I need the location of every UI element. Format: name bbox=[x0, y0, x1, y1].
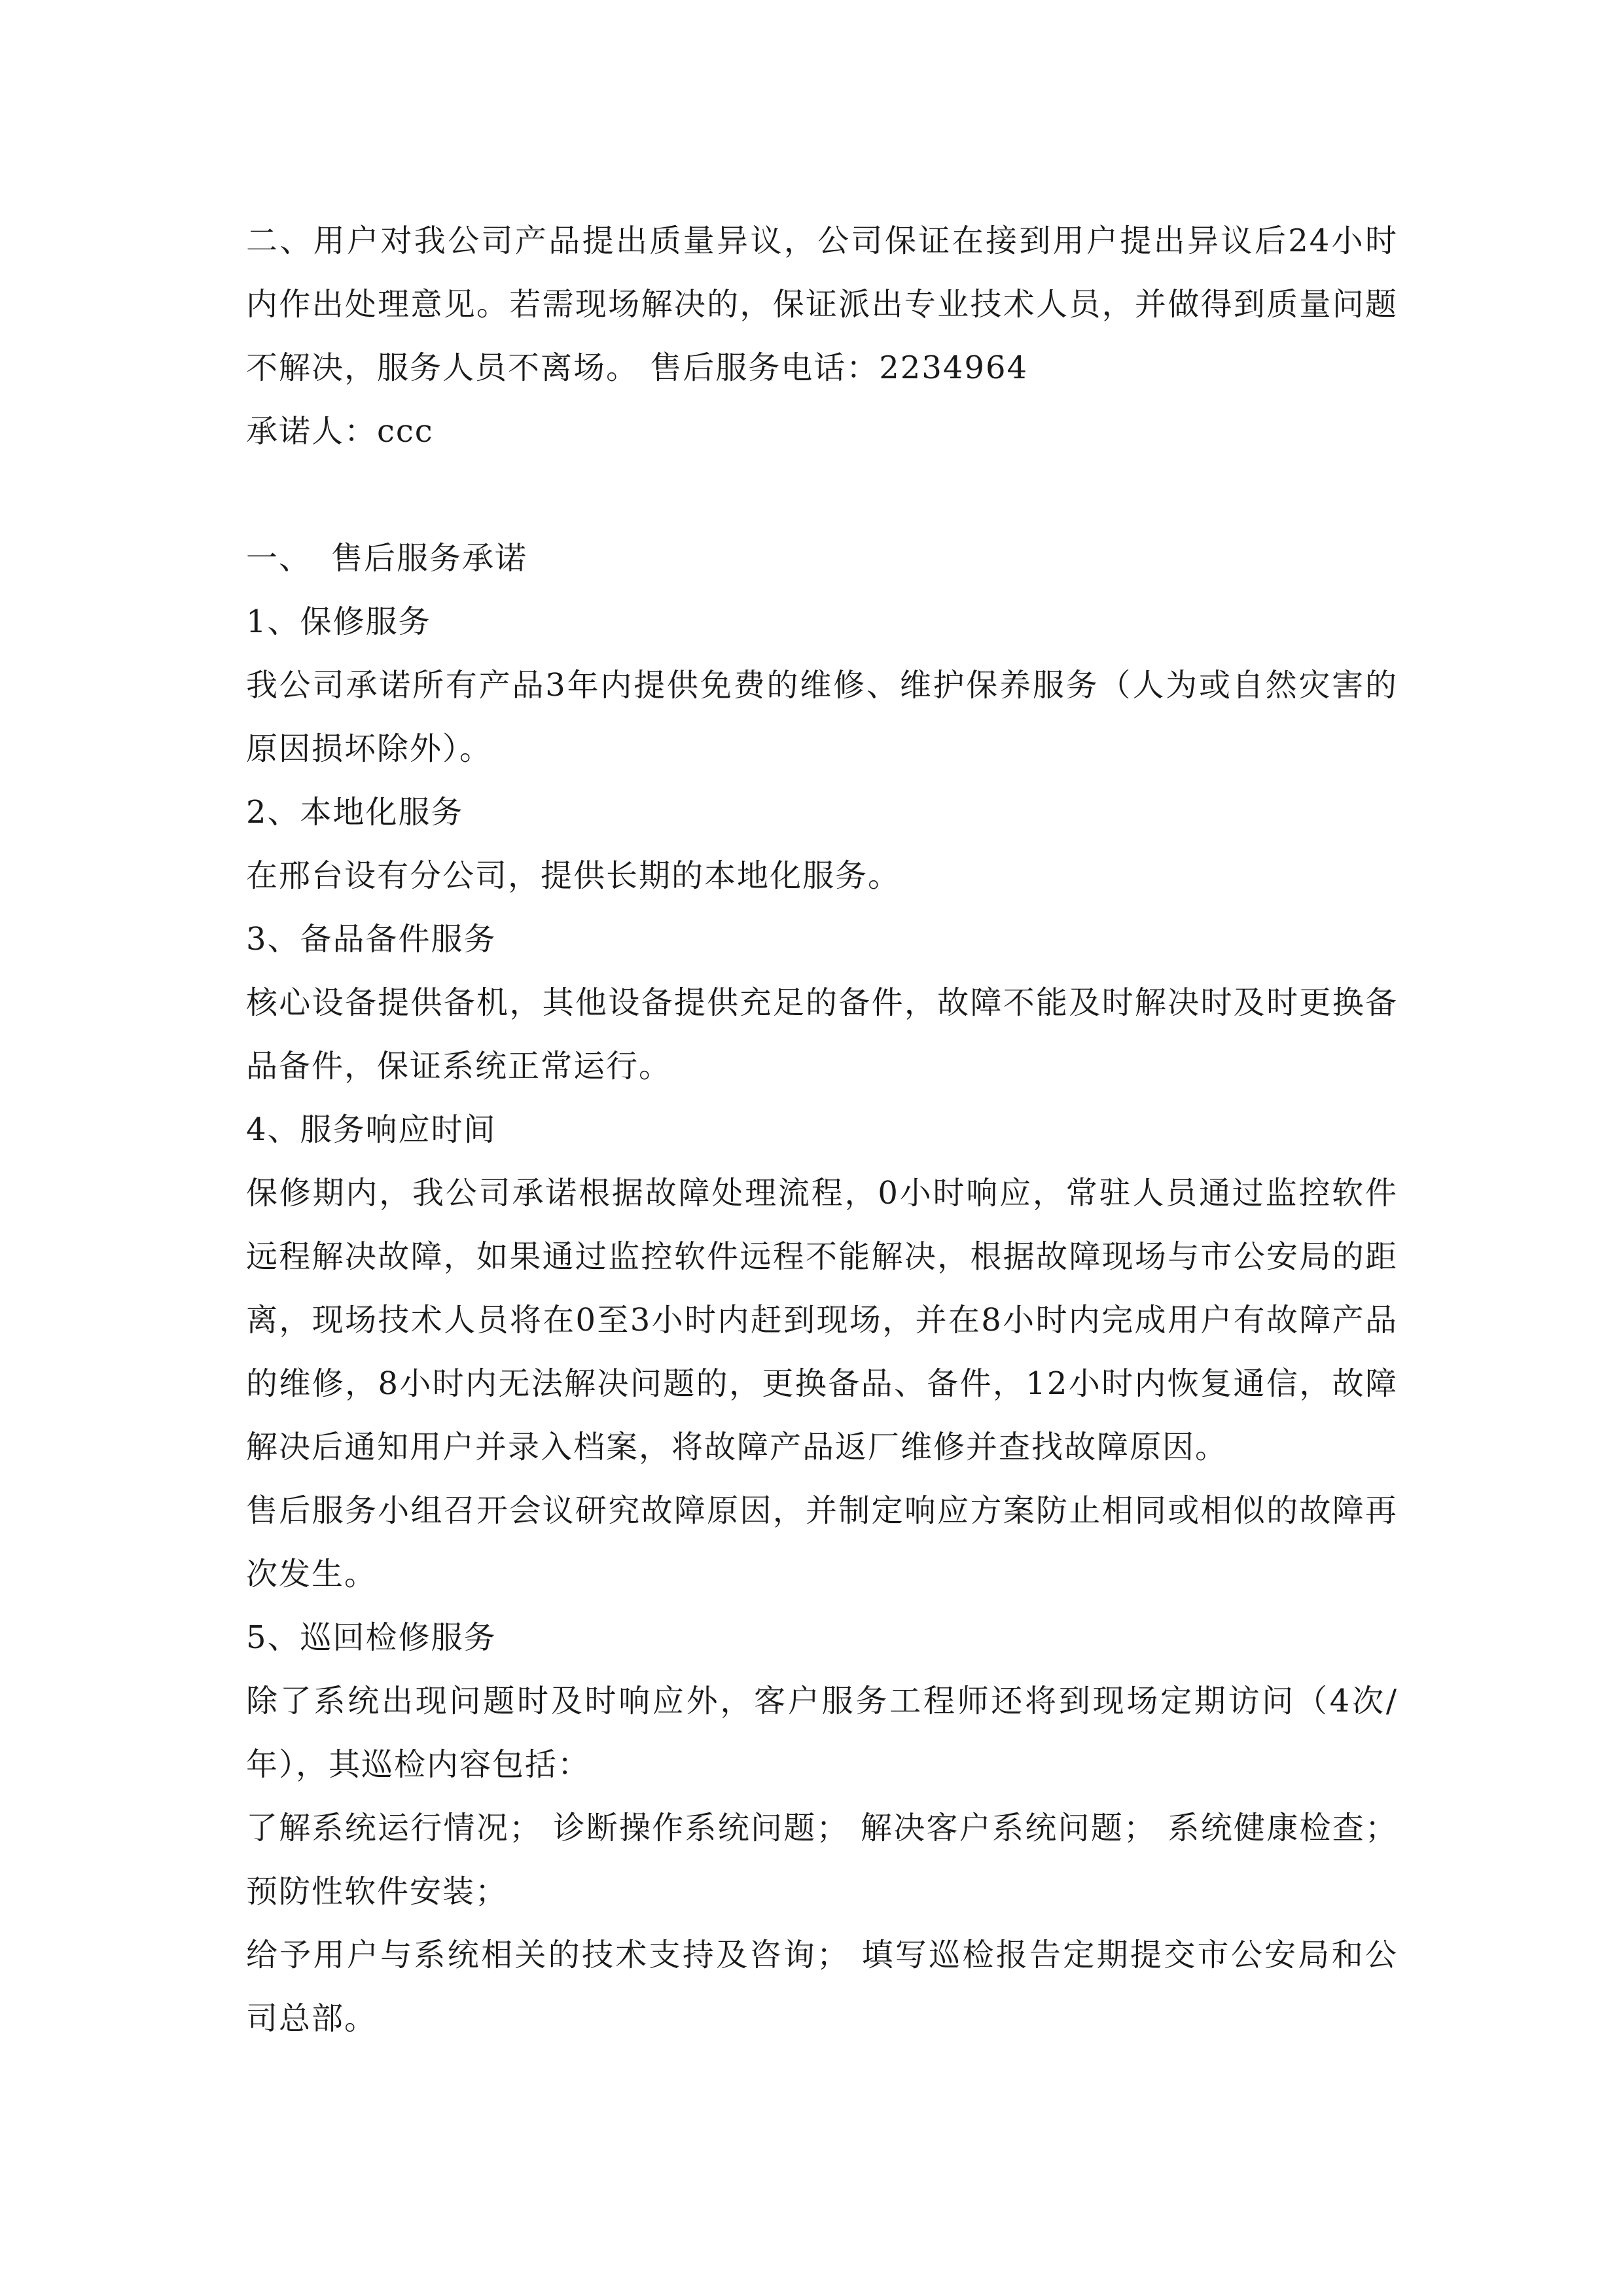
item-5-paragraph-3: 给予用户与系统相关的技术支持及咨询； 填写巡检报告定期提交市公安局和公司总部。 bbox=[246, 1937, 1398, 2037]
item-3-heading: 3、备品备件服务 bbox=[246, 921, 497, 958]
item-5-paragraph-1: 除了系统出现问题时及时响应外，客户服务工程师还将到现场定期访问（4次/年），其巡检内容包括： bbox=[246, 1683, 1398, 1783]
document-body bbox=[246, 209, 1398, 2051]
section-one-heading bbox=[246, 527, 1398, 590]
item-4-heading: 4、服务响应时间 bbox=[246, 1111, 497, 1148]
item-4-paragraph-2: 售后服务小组召开会议研究故障原因，并制定响应方案防止相同或相似的故障再次发生。 bbox=[246, 1492, 1398, 1592]
item-3-paragraph-1: 核心设备提供备机，其他设备提供充足的备件，故障不能及时解决时及时更换备品备件，保证系统正常运行。 bbox=[246, 984, 1398, 1085]
item-1-paragraph-1: 我公司承诺所有产品3年内提供免费的维修、维护保养服务（人为或自然灾害的原因损坏除外）。 bbox=[246, 667, 1398, 767]
item-1-heading: 1、保修服务 bbox=[246, 603, 431, 640]
item-2-heading: 2、本地化服务 bbox=[246, 794, 464, 831]
blank-line bbox=[246, 463, 1398, 527]
section-one-title: 售后服务承诺 bbox=[331, 540, 528, 577]
item-2-paragraph-1: 在邢台设有分公司，提供长期的本地化服务。 bbox=[246, 857, 901, 894]
item-4-paragraph-1: 保修期内，我公司承诺根据故障处理流程，0小时响应，常驻人员通过监控软件远程解决故障，如果通过监控软件远程不能解决，根据故障现场与市公安局的距离，现场技术人员将在0至3小时内赶到现场，并在8小时内完成用户有故障产品的维修，8小时内无法解决问题的，更换备品、备件，12小时内恢复通信，故障解决后通知用户并录入档案，将故障产品返厂维修并查找故障原因。 bbox=[246, 1175, 1398, 1465]
promiser-line: 承诺人：ccc bbox=[246, 413, 434, 450]
section-two-paragraph: 二、用户对我公司产品提出质量异议，公司保证在接到用户提出异议后24小时内作出处理意见。若需现场解决的，保证派出专业技术人员，并做得到质量问题不解决，服务人员不离场。 售后服务电话：2234964 bbox=[246, 223, 1398, 386]
item-5-heading: 5、巡回检修服务 bbox=[246, 1619, 497, 1656]
section-one-number: 一、 bbox=[246, 540, 312, 577]
item-5-paragraph-2: 了解系统运行情况； 诊断操作系统问题； 解决客户系统问题； 系统健康检查；预防性软件安装； bbox=[246, 1810, 1398, 1910]
